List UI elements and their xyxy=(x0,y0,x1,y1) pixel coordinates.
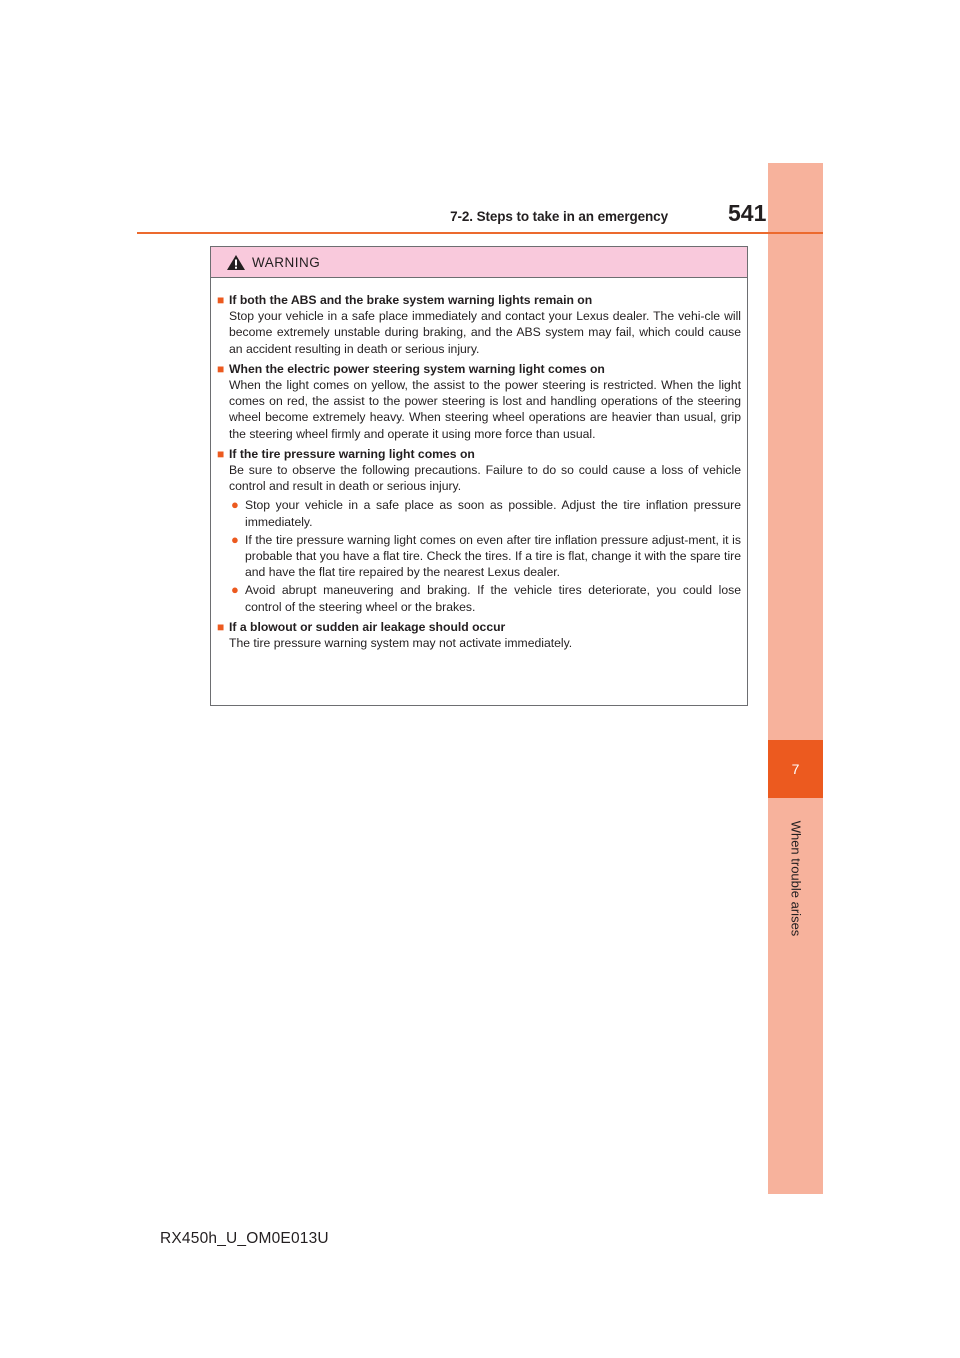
bullet-text: Stop your vehicle in a safe place as soon as possible. Adjust the tire inflation pressure immediately. xyxy=(245,498,741,529)
warning-item-abs-brake xyxy=(217,292,741,357)
circle-bullet-icon: ● xyxy=(231,582,239,598)
chapter-title: When trouble arises xyxy=(788,820,804,936)
side-tab xyxy=(768,163,823,1194)
page-number: 541 xyxy=(728,200,767,226)
item-heading xyxy=(217,619,741,635)
item-text: Stop your vehicle in a safe place immediately and contact your Lexus dealer. The vehi-cle will become extremely unstable during braking, and the ABS system may fail, which could cause an accident resulting in death or serious injury. xyxy=(229,309,741,356)
bullet-text: Avoid abrupt maneuvering and braking. If the vehicle tires deteriorate, you could lose control of the steering wheel or the brakes. xyxy=(245,583,741,614)
circle-bullet-icon: ● xyxy=(231,497,239,513)
item-heading-text: When the electric power steering system warning light comes on xyxy=(229,361,605,376)
warning-item-power-steering xyxy=(217,361,741,442)
footer-model-code: RX450h_U_OM0E013U xyxy=(160,1230,329,1247)
section-title: 7-2. Steps to take in an emergency xyxy=(450,209,668,224)
warning-item-blowout xyxy=(217,619,741,651)
warning-label: WARNING xyxy=(252,254,321,270)
square-bullet-icon: ■ xyxy=(217,293,225,307)
warning-triangle-icon xyxy=(226,254,246,271)
chapter-title-tab xyxy=(752,808,840,948)
item-heading xyxy=(217,361,741,377)
item-text: Be sure to observe the following precautions. Failure to do so could cause a loss of vehicle control and result in death or serious injury. xyxy=(229,463,741,494)
list-item xyxy=(217,582,741,614)
circle-bullet-icon: ● xyxy=(231,531,239,547)
item-heading xyxy=(217,292,741,308)
item-text: When the light comes on yellow, the assist to the power steering is restricted. When the light comes on red, the assist to the power steering is lost and handling operations of the steering wheel become extremely heavy. When steering wheel operations are heavier than usual, grip the steering wheel firmly and operate it using more force than usual. xyxy=(229,378,741,441)
bullet-text: If the tire pressure warning light comes on even after tire inflation pressure adjust-ment, it is probable that you have a flat tire. Check the tires. If a tire is flat, change it with the spare tire and have the flat tire repaired by the nearest Lexus dealer. xyxy=(245,532,741,580)
item-heading-text: If both the ABS and the brake system warning lights remain on xyxy=(229,293,593,307)
square-bullet-icon: ■ xyxy=(217,619,225,634)
header-rule xyxy=(137,232,823,234)
item-heading-text: If a blowout or sudden air leakage should occur xyxy=(229,619,506,634)
chapter-number: 7 xyxy=(791,761,800,777)
warning-body xyxy=(211,278,747,651)
square-bullet-icon: ■ xyxy=(217,446,225,461)
list-item xyxy=(217,497,741,529)
item-heading xyxy=(217,446,741,462)
chapter-number-block xyxy=(768,740,823,798)
item-heading-text: If the tire pressure warning light comes on xyxy=(229,446,475,461)
warning-box xyxy=(210,246,748,706)
warning-header xyxy=(211,247,747,278)
warning-item-tire-pressure xyxy=(217,446,741,615)
square-bullet-icon: ■ xyxy=(217,361,225,376)
list-item xyxy=(217,532,741,581)
item-text: The tire pressure warning system may not activate immediately. xyxy=(229,636,573,651)
